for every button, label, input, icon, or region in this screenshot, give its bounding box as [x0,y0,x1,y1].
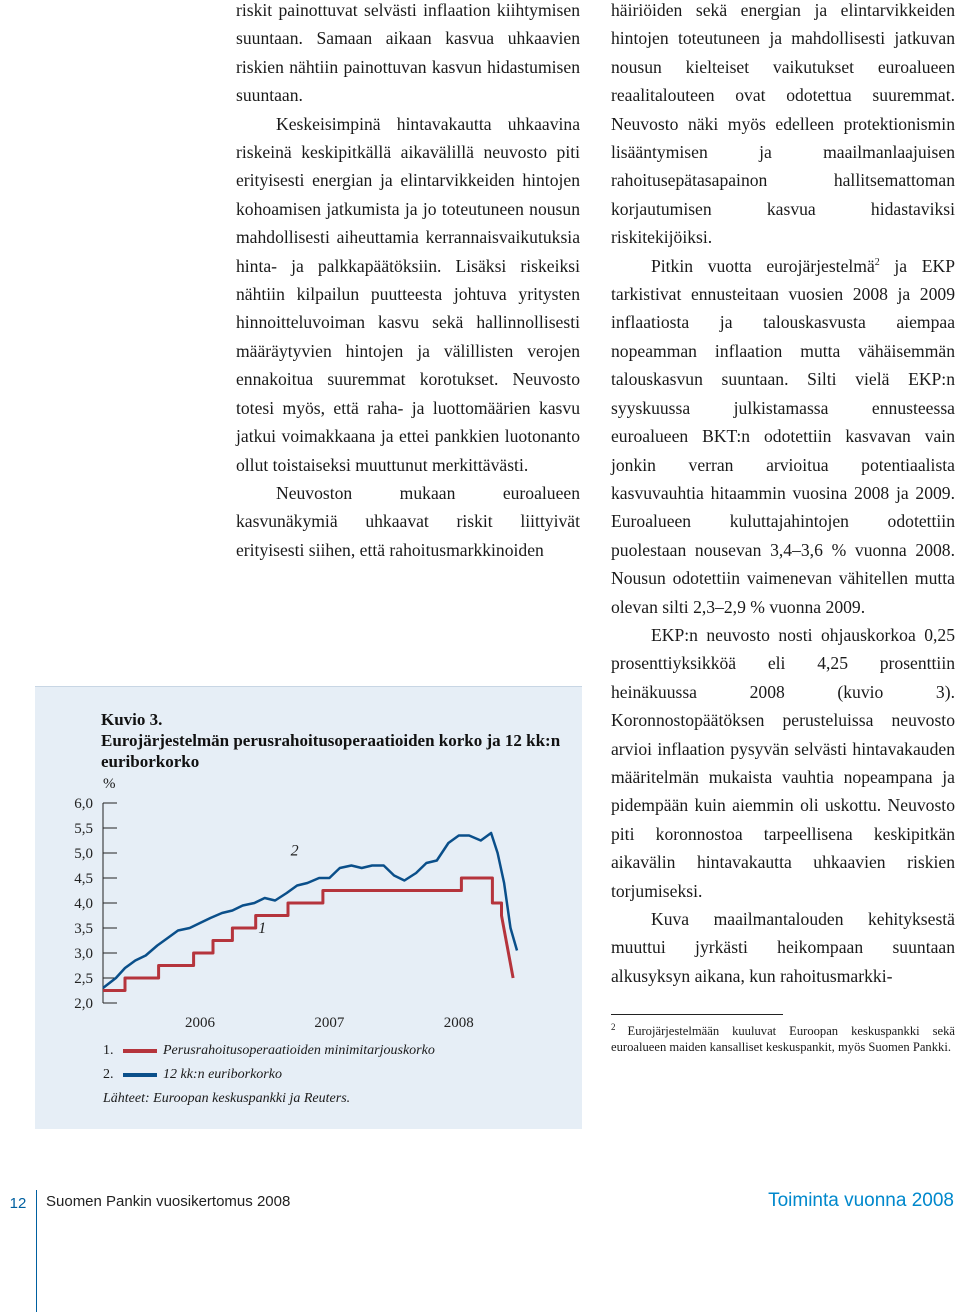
footnote-text: Eurojärjestelmään kuuluvat Euroopan keskuspankki sekä euroalueen maiden kansalliset keskuspankit, myös Suomen Pankki. [611,1024,955,1055]
y-tick-label: 3,0 [74,946,93,962]
y-tick-label: 5,0 [74,846,93,862]
paragraph [611,252,955,621]
paragraph: Kuva maailmantalouden kehityksestä muuttui jyrkästi heikompaan suuntaan alkusyksyn aikana, kun rahoitusmarkki- [611,909,955,986]
footnote [611,1023,955,1055]
legend-text: Perusrahoitusoperaatioiden minimitarjouskorko [163,1043,435,1058]
legend-number: 1. [103,1043,114,1058]
page-footer [0,1160,960,1312]
figure-sources: Lähteet: Euroopan keskuspankki ja Reuters. [103,1091,351,1106]
y-tick-label: 3,5 [74,921,93,937]
footnote-divider [611,1014,783,1015]
page-number: 12 [9,1195,27,1212]
section-title: Toiminta vuonna 2008 [768,1190,954,1211]
legend-text: 12 kk:n euriborkorko [163,1067,282,1082]
paragraph: EKP:n neuvosto nosti ohjauskorkoa 0,25 prosenttiyksikköä eli 4,25 prosenttiin heinäkuussa 2008 (kuvio 3). Koronnostopäätöksen perusteluissa neuvosto arvioi inflaation pysyvän selvästi hintavakauden määritelmän mukaista vauhtia nopeampana ja pidempään kuin aiemmin oli uskottu. Neuvosto piti koronnostoa tarpeellisena keskipitkän aikavälin hintavakautta uhkaavien riskien torjumiseksi. [611,624,955,901]
y-tick-label: 4,0 [74,896,93,912]
paragraph: häiriöiden sekä energian ja elintarvikkeiden hintojen toteutuneen ja mahdollisesti jatkuvan nousun kielteiset vaikutukset euroalueen reaalitalouteen ovat odotettua suuremmat. Neuvosto näki myös edelleen protektionismin lisääntymisen ja maailmanlaajuisen rahoitusepätasapainon hallitsemattoman korjautumisen kasvua hidastaviksi riskitekijöiksi. [611,0,955,248]
y-tick-label: 4,5 [74,871,93,887]
paragraph: Keskeisimpinä hintavakautta uhkaavina riskeinä keskipitkällä aikavälillä neuvosto piti erityisesti energian ja elintarvikkeiden hintojen kohoamisen jatkumista ja jo toteutuneen nousun mahdollisesti aiheuttamia kerrannaisvaikutuksia hinta- ja palkkapäätöksiin. Lisäksi riskeiksi nähtiin kilpailun puutteesta johtuva yritysten hinnoitteluvoiman kasvu sekä hallinnollisesti määräytyvien hintojen ja välillisten verojen ennakoitua suuremmat korotukset. Neuvosto totesi myös, että raha- ja luottomäärien kasvu jatkui voimakkaana ja ettei pankkien luotonanto ollut toistaiseksi muuttunut merkittävästi. [236,113,580,475]
y-tick-label: 2,5 [74,971,93,987]
legend-swatch [123,1049,157,1053]
x-tick-label: 2006 [185,1015,216,1031]
axis-unit: % [103,776,116,792]
footer-divider [36,1190,37,1312]
figure-label: Kuvio 3. [101,710,163,729]
chart [35,687,582,1129]
publication-title: Suomen Pankin vuosikertomus 2008 [46,1193,291,1210]
footnote-number: 2 [611,1022,616,1033]
legend-item-1 [103,1043,435,1059]
series-label: 2 [290,842,299,860]
paragraph: Neuvoston mukaan euroalueen kasvunäkymiä uhkaavat riskit liittyivät erityisesti siihen, että rahoitusmarkkinoiden [236,482,580,560]
text-column-right [611,0,955,1055]
y-tick-label: 5,5 [74,821,93,837]
paragraph: riskit painottuvat selvästi inflaation kiihtymisen suuntaan. Samaan aikaan kasvua uhkaavien riskien nähtiin painottuvan kasvun hidastumisen suuntaan. [236,0,580,106]
paragraph-start: Pitkin vuotta eurojärjestelmä [651,255,875,276]
figure-heading: Eurojärjestelmän perusrahoitusoperaatioiden korko ja 12 kk:n euriborkorko [101,731,561,771]
x-tick-label: 2007 [314,1015,345,1031]
paragraph-rest: ja EKP tarkistivat ennusteitaan vuosien 2008 ja 2009 inflaatiosta ja talouskasvusta aiempaa nopeamman inflaation mutta vähäisemmän talouskasvun suuntaan. Silti vielä EKP:n syyskuussa julkistamassa ennusteessa euroalueen BKT:n odotettiin kasvavan vain jonkin verran arvioitua potentiaalista kasvuvauhtia hitaammin vuosina 2008 ja 2009. Euroalueen kuluttajahintojen odotettiin puolestaan nousevan 3,4–3,6 % vuonna 2008. Nousun odotettiin vaimenevan vähitellen mutta olevan silti 2,3–2,9 % vuonna 2009. [611,255,955,617]
series-line-1 [103,878,513,991]
figure-panel [35,686,582,1129]
x-tick-label: 2008 [443,1015,474,1031]
footnote-ref[interactable]: 2 [874,256,880,268]
legend-number: 2. [103,1067,114,1082]
text-column-middle [236,0,580,564]
y-tick-label: 6,0 [74,796,93,812]
y-tick-label: 2,0 [74,996,93,1012]
series-label: 1 [258,920,267,937]
legend-swatch [123,1073,157,1077]
legend-item-2 [103,1067,282,1083]
